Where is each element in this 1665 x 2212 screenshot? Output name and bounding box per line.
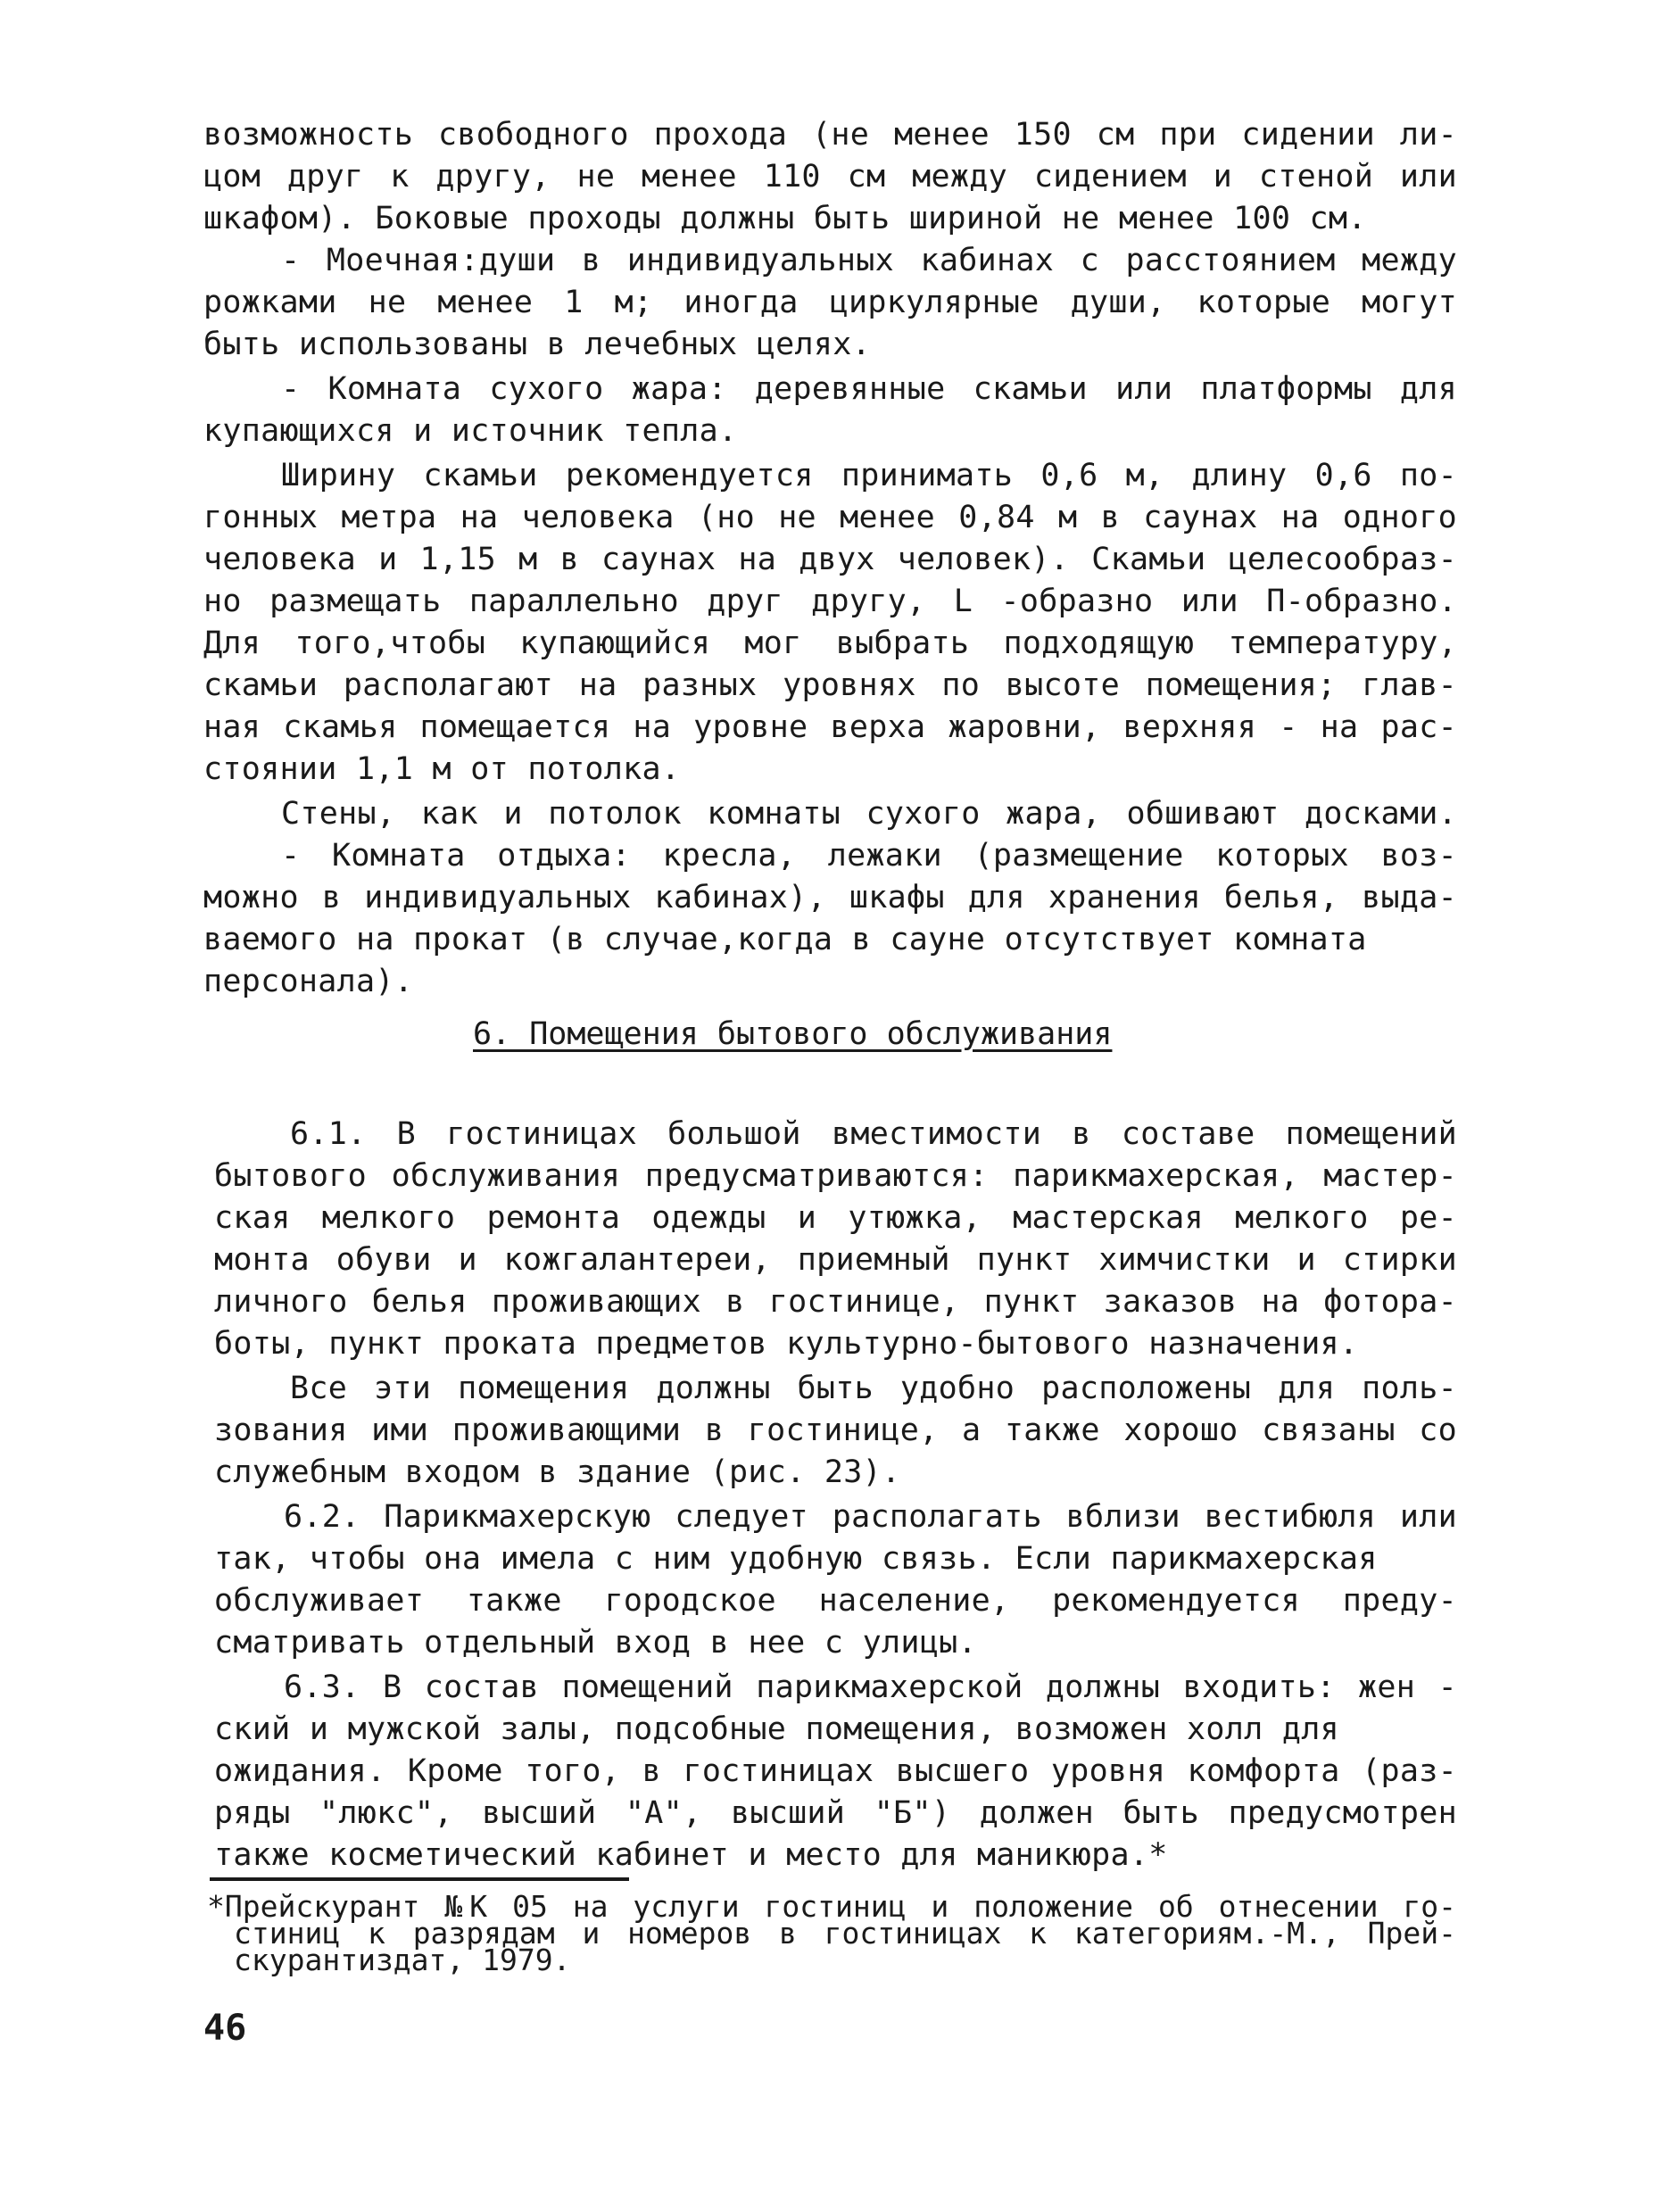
section-line: зования ими проживающими в гостинице, а также хорошо связаны со <box>214 1413 1457 1448</box>
body-line: цом друг к другу, не менее 110 см между сидением и стеной или <box>203 159 1457 195</box>
section-line: сматривать отдельный вход в нее с улицы. <box>214 1625 977 1661</box>
footnote-divider <box>210 1877 629 1881</box>
section-line: также косметический кабинет и место для маникюра.* <box>214 1837 1168 1873</box>
footnote-line: стиниц к разрядам и номеров в гостиницах к категориям.-М., Прей- <box>234 1916 1456 1951</box>
body-line: человека и 1,15 м в саунах на двух человек). Скамьи целесообраз- <box>203 542 1457 577</box>
page-number: 46 <box>203 2008 247 2049</box>
body-line: быть использованы в лечебных целях. <box>203 327 872 362</box>
body-line: - Комната сухого жара: деревянные скамьи или платформы для <box>281 371 1457 407</box>
footnote-line: *Прейскурант №К 05 на услуги гостиниц и положение об отнесении го- <box>207 1889 1456 1924</box>
body-line: Стены, как и потолок комнаты сухого жара, обшивают досками. <box>281 796 1457 832</box>
section-line: бытового обслуживания предусматриваются: парикмахерская, мастер- <box>214 1158 1457 1194</box>
section-line: служебным входом в здание (рис. 23). <box>214 1454 901 1490</box>
body-line: возможность свободного прохода (не менее 150 см при сидении ли- <box>203 117 1457 153</box>
section-line: обслуживает также городское население, рекомендуется преду- <box>214 1583 1457 1619</box>
body-line: ная скамья помещается на уровне верха жаровни, верхняя - на рас- <box>203 709 1457 745</box>
footnote-line: скурантиздат, 1979. <box>234 1943 571 1977</box>
body-line: - Комната отдыха: кресла, лежаки (размещение которых воз- <box>281 838 1457 874</box>
body-line: гонных метра на человека (но не менее 0,84 м в саунах на одного <box>203 500 1457 535</box>
body-line: но размещать параллельно друг другу, L -образно или П-образно. <box>203 584 1457 619</box>
body-line: купающихся и источник тепла. <box>203 413 738 449</box>
body-line: стоянии 1,1 м от потолка. <box>203 751 681 787</box>
body-line: персонала). <box>203 964 414 999</box>
section-line: боты, пункт проката предметов культурно-бытового назначения. <box>214 1326 1359 1362</box>
section-line: ряды "люкс", высший "А", высший "Б") должен быть предусмотрен <box>214 1795 1457 1831</box>
body-line: ваемого на прокат (в случае,когда в сауне отсутствует комната <box>203 922 1367 957</box>
body-line: шкафом). Боковые проходы должны быть шириной не менее 100 см. <box>203 201 1367 236</box>
body-line: можно в индивидуальных кабинах), шкафы для хранения белья, выда- <box>203 880 1457 915</box>
section-heading: 6. Помещения бытового обслуживания <box>473 1016 1113 1052</box>
section-line: ский и мужской залы, подсобные помещения, возможен холл для <box>214 1711 1339 1747</box>
body-line: Для того,чтобы купающийся мог выбрать подходящую температуру, <box>203 625 1457 661</box>
section-line: 6.1. В гостиницах большой вместимости в составе помещений <box>290 1116 1457 1152</box>
body-line: скамьи располагают на разных уровнях по высоте помещения; глав- <box>203 667 1457 703</box>
section-line: 6.2. Парикмахерскую следует располагать вблизи вестибюля или <box>284 1499 1457 1535</box>
body-line: Ширину скамьи рекомендуется принимать 0,6 м, длину 0,6 по- <box>281 458 1457 493</box>
section-line: ская мелкого ремонта одежды и утюжка, мастерская мелкого ре- <box>214 1200 1457 1236</box>
section-line: личного белья проживающих в гостинице, пункт заказов на фотора- <box>214 1284 1457 1320</box>
section-line: 6.3. В состав помещений парикмахерской должны входить: жен - <box>284 1669 1457 1705</box>
section-line: монта обуви и кожгалантереи, приемный пункт химчистки и стирки <box>214 1242 1457 1278</box>
section-line: ожидания. Кроме того, в гостиницах высшего уровня комфорта (раз- <box>214 1753 1457 1789</box>
body-line: рожками не менее 1 м; иногда циркулярные души, которые могут <box>203 285 1457 320</box>
body-line: - Моечная:души в индивидуальных кабинах с расстоянием между <box>281 243 1457 278</box>
section-line: так, чтобы она имела с ним удобную связь. Если парикмахерская <box>214 1541 1378 1577</box>
section-line: Все эти помещения должны быть удобно расположены для поль- <box>290 1371 1457 1406</box>
